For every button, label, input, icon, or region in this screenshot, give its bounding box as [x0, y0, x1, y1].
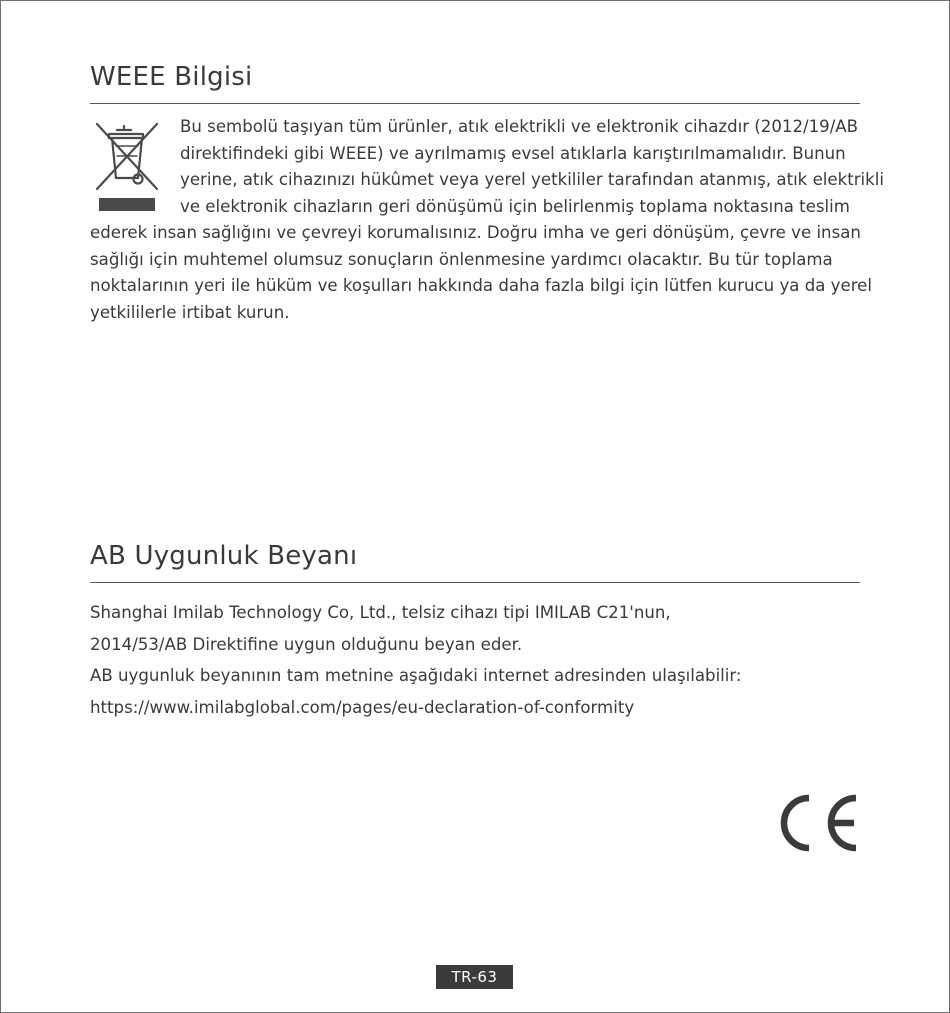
- crossed-out-wheelie-bin-icon: [95, 121, 159, 213]
- weee-text: Bu sembolü taşıyan tüm ürünler, atık elektrikli ve elektronik cihazdır (2012/19/AB direktifindeki gibi WEEE) ve ayrılmamış evsel atıklarla karıştırılmamalıdır. Bunun yerine, atık cihazınızı hükûmet veya yerel yetkililer tarafından atanmış, atık elektrikli ve elektronik cihazların geri dönüşümü için belirlenmiş toplama noktasına teslim ederek insan sağlığını ve çevreyi korumalısınız. Doğru imha ve geri dönüşüm, çevre ve insan sağlığı için muhtemel olumsuz sonuçların önlenmesine yardımcı olacaktır. Bu tür toplama noktalarının yeri ile hüküm ve koşulları hakkında daha fazla bilgi için lütfen kurucu ya da yerel yetkililerle irtibat kurun.: [90, 117, 884, 322]
- declaration-body: [90, 597, 890, 723]
- weee-section-title: WEEE Bilgisi: [90, 62, 253, 92]
- declaration-line: Shanghai Imilab Technology Co, Ltd., telsiz cihazı tipi IMILAB C21'nun,: [90, 603, 671, 622]
- declaration-url: https://www.imilabglobal.com/pages/eu-declaration-of-conformity: [90, 697, 635, 717]
- declaration-title-divider: [90, 582, 860, 583]
- declaration-line: 2014/53/AB Direktifine uygun olduğunu beyan eder.: [90, 634, 523, 654]
- ce-mark-icon: [776, 794, 860, 852]
- page-number-badge: TR-63: [436, 965, 513, 989]
- declaration-line: AB uygunluk beyanının tam metnine aşağıdaki internet adresinden ulaşılabilir:: [90, 666, 742, 685]
- declaration-section-title: AB Uygunluk Beyanı: [90, 541, 358, 571]
- weee-paragraph: [90, 114, 890, 326]
- weee-title-divider: [90, 103, 860, 104]
